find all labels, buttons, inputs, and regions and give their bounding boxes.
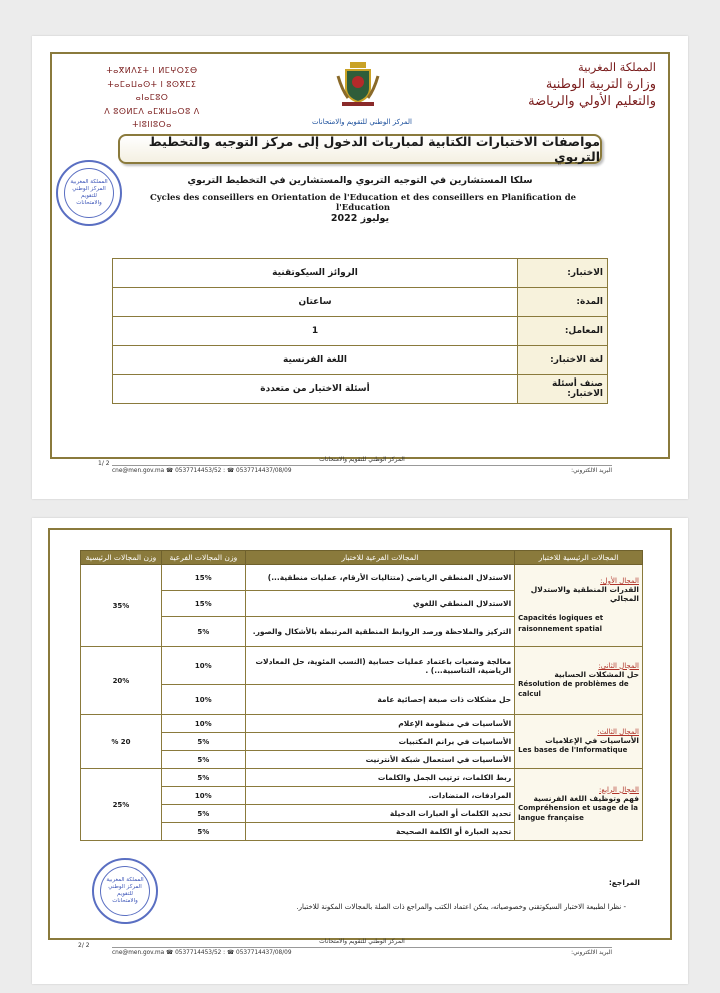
table-row — [113, 346, 608, 375]
footer-contact: cne@men.gov.ma ☎ 0537714453/52 : ☎ 0537714437/08/09 — [112, 468, 292, 474]
domain-arabic: حل المشكلات الحسابية — [554, 669, 639, 679]
subdomain-weight: 5% — [161, 769, 245, 787]
domain-name: المجال الثاني: — [598, 661, 639, 670]
page-footer — [112, 938, 612, 956]
official-stamp-icon — [56, 160, 122, 226]
domain-french: Les bases de l'Informatique — [518, 745, 628, 754]
domain-weight: 35% — [81, 565, 162, 647]
table-row — [113, 259, 608, 288]
subtitle-arabic: سلكا المستشارين في التوجيه التربوي والمستشارين في التخطيط التربوي — [187, 175, 533, 186]
domains-table — [80, 550, 643, 841]
document-title: مواصفات الاختبارات الكتابية لمباريات الدخول إلى مركز التوجيه والتخطيط التربوي — [118, 134, 602, 164]
info-label: المعامل: — [518, 317, 608, 346]
info-label: المدة: — [518, 288, 608, 317]
domain-french: Compréhension et usage de la langue française — [518, 803, 639, 822]
subdomain-weight: 5% — [161, 733, 245, 751]
header-line: المملكة المغربية — [577, 60, 656, 74]
domain-arabic: القدرات المنطقية والاستدلال المجالي — [530, 585, 639, 603]
subdomain-cell: تحديد الكلمات أو العبارات الدخيلة — [245, 805, 514, 823]
footer-email-label: البريد الالكتروني: — [571, 468, 612, 474]
subdomain-weight: 5% — [161, 751, 245, 769]
document-page-2 — [32, 518, 688, 984]
references-section — [84, 878, 640, 911]
main-domain-cell — [515, 647, 643, 715]
domain-weight: 20% — [81, 647, 162, 715]
tifinagh-line: ⵜⴰⵎⴰⵡⴰⵙⵜ ⵏ ⵓⵙⴳⵎⵉ ⴰⵏⴰⵎⵓⵔ — [107, 79, 197, 103]
footer-center: المركز الوطني للتقويم والامتحانات — [319, 938, 405, 945]
table-row — [113, 288, 608, 317]
footer-contact: cne@men.gov.ma ☎ 0537714453/52 : ☎ 0537714437/08/09 — [112, 950, 292, 956]
subdomain-cell: ربط الكلمات، ترتيب الجمل والكلمات — [245, 769, 514, 787]
subdomain-cell: الأساسيات في برانم المكتبيات — [245, 733, 514, 751]
domain-french: Résolution de problèmes de calcul — [518, 679, 629, 698]
domain-weight: 20 % — [81, 715, 162, 769]
domain-name: المجال الثالث: — [597, 727, 639, 736]
table-row — [81, 715, 643, 733]
subdomain-weight: 5% — [161, 823, 245, 841]
column-header: وزن المجالات الرئيسية — [81, 551, 162, 565]
footer-email-label: البريد الالكتروني: — [571, 950, 612, 956]
page-footer — [112, 456, 612, 474]
main-domain-cell — [515, 769, 643, 841]
subdomain-weight: 10% — [161, 787, 245, 805]
official-stamp-icon — [92, 858, 158, 924]
info-value: الروائز السيكوتقنية — [113, 259, 518, 288]
table-row — [113, 375, 608, 404]
info-label: صنف أسئلة الاختبار: — [518, 375, 608, 404]
coat-of-arms-icon — [336, 60, 380, 108]
subdomain-cell: حل مشكلات ذات صبغة إحصائية عامة — [245, 685, 514, 715]
subdomain-cell: الاستدلال المنطقي اللغوي — [245, 591, 514, 617]
tifinagh-header — [92, 64, 212, 132]
subdomain-weight: 5% — [161, 617, 245, 647]
page-number: 2/ 2 — [78, 942, 90, 949]
main-domain-cell — [515, 565, 643, 647]
arabic-header — [506, 60, 656, 111]
info-label: لغة الاختبار: — [518, 346, 608, 375]
subdomain-cell: الأساسيات في استعمال شبكة الأنترنيت — [245, 751, 514, 769]
table-row — [81, 565, 643, 591]
exam-info-table — [112, 258, 608, 404]
column-header: وزن المجالات الفرعية — [161, 551, 245, 565]
subdomain-cell: تحديد العبارة أو الكلمة الصحيحة — [245, 823, 514, 841]
subdomain-weight: 15% — [161, 591, 245, 617]
info-label: الاختبار: — [518, 259, 608, 288]
tifinagh-line: ⴷ ⵓⵙⵍⵎⴷ ⴰⵎⵣⵡⴰⵔⵓ ⴷ ⵜⵏⵓⵏⵏⵓⵔⴰ — [104, 106, 200, 130]
domain-french: Capacités logiques et raisonnement spatial — [518, 614, 604, 633]
header-line: والتعليم الأولي والرياضة — [528, 94, 656, 110]
subdomain-cell: المرادفات، المتضادات. — [245, 787, 514, 805]
subdomain-cell: التركيز والملاحظة ورصد الروابط المنطقية المرتبطة بالأشكال والصور. — [245, 617, 514, 647]
header-line: وزارة التربية الوطنية — [545, 76, 656, 92]
main-domain-cell — [515, 715, 643, 769]
subdomain-cell: الأساسيات في منظومة الإعلام — [245, 715, 514, 733]
subdomain-weight: 10% — [161, 715, 245, 733]
domain-weight: 25% — [81, 769, 162, 841]
table-row — [81, 769, 643, 787]
info-value: ساعتان — [113, 288, 518, 317]
stamp-text: المملكة المغربية المركز الوطني للتقويم والامتحانات — [106, 876, 144, 905]
footer-center: المركز الوطني للتقويم والامتحانات — [319, 456, 405, 463]
domain-arabic: فهم وتوظيف اللغة الفرنسية — [533, 793, 639, 803]
stamp-text: المملكة المغربية المركز الوطني للتقويم والامتحانات — [70, 178, 108, 207]
subdomain-weight: 10% — [161, 685, 245, 715]
document-date: يوليوز 2022 — [330, 213, 390, 224]
domain-arabic: الأساسيات في الإعلاميات — [545, 735, 639, 745]
subdomain-weight: 10% — [161, 647, 245, 685]
table-row — [113, 317, 608, 346]
column-header: المجالات الفرعية للاختبار — [245, 551, 514, 565]
subdomain-weight: 15% — [161, 565, 245, 591]
domain-name: المجال الأول: — [600, 577, 639, 585]
references-title: المراجع: — [608, 878, 640, 887]
table-row — [81, 647, 643, 685]
subdomain-cell: معالجة وضعيات باعتماد عمليات حسابية (النسب المئوية، حل المعادلات الرياضية، التناسبية...) . — [245, 647, 514, 685]
column-header: المجالات الرئيسية للاختبار — [515, 551, 643, 565]
center-label: المركز الوطني للتقويم والامتحانات — [312, 118, 412, 126]
info-value: 1 — [113, 317, 518, 346]
page-number: 1/ 2 — [98, 460, 110, 467]
info-value: اللغة الفرنسية — [113, 346, 518, 375]
subdomain-cell: الاستدلال المنطقي الرياضي (متتاليات الأرقام، عمليات منطقية...) — [245, 565, 514, 591]
tifinagh-line: ⵜⴰⴳⵍⴷⵉⵜ ⵏ ⵍⵎⵖⵔⵉⴱ — [106, 66, 198, 75]
domain-name: المجال الرابع: — [598, 785, 639, 794]
subtitle-french: Cycles des conseillers en Orientation de l'Education et des conseillers en Planification de l'Education — [149, 193, 577, 213]
document-page-1 — [32, 36, 688, 499]
info-value: أسئلة الاختيار من متعددة — [113, 375, 518, 404]
references-note: - نظرا لطبيعة الاختبار السيكوتقني وخصوصياته، يمكن اعتماد الكتب والمراجع ذات الصلة بالمجالات المكونة للاختبار. — [296, 903, 626, 911]
subdomain-weight: 5% — [161, 805, 245, 823]
table-header-row — [81, 551, 643, 565]
